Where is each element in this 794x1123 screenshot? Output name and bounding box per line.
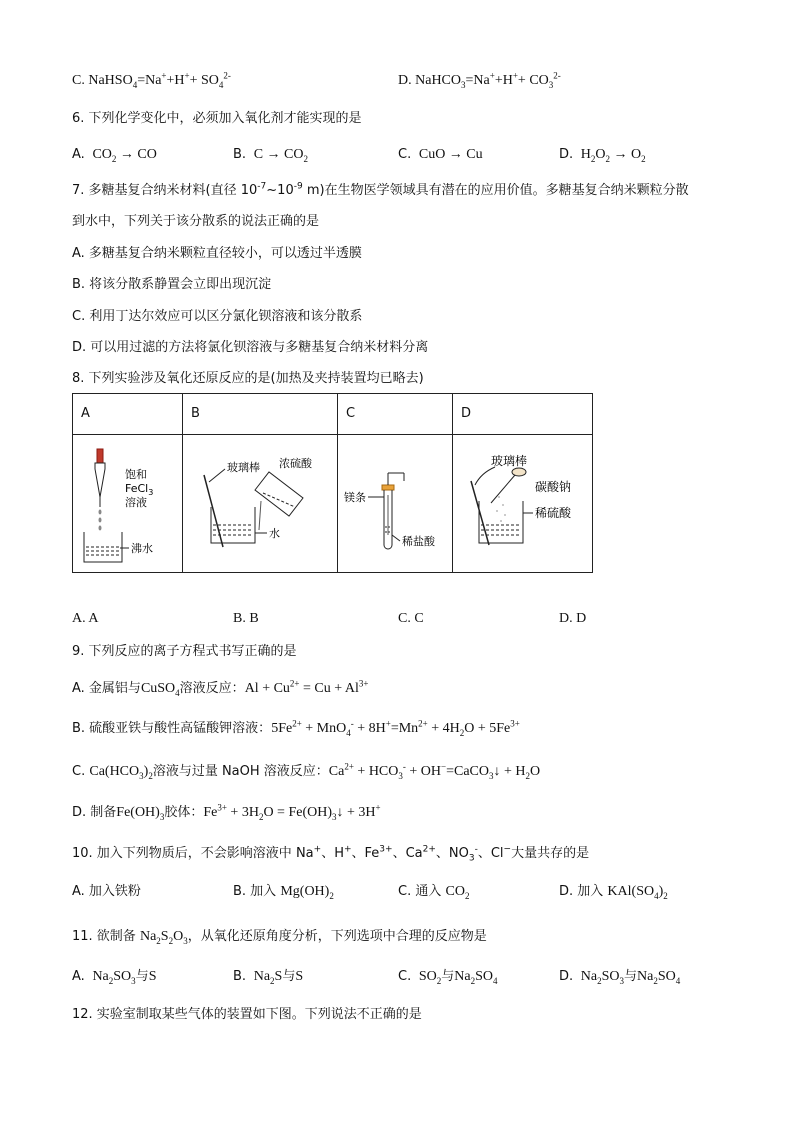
q11-option-d: D. $Na_2SO_3$与$Na_2SO_4$: [559, 969, 681, 986]
question-12-stem: 12. 实验室制取某些气体的装置如下图。下列说法不正确的是: [72, 1007, 422, 1022]
q10-option-b: B. 加入 $Mg(OH)_2$: [233, 884, 334, 901]
question-6-stem: 6. 下列化学变化中，必须加入氧化剂才能实现的是: [72, 111, 362, 126]
header-c: C: [338, 394, 453, 435]
label-glass-rod: 玻璃棒: [491, 454, 528, 468]
label-sodium-carbonate: 碳酸钠: [535, 480, 572, 494]
q10-option-c: C. 通入 $CO_2$: [398, 884, 470, 901]
option-d-nahco3: D. NaHCO$_3$=Na++H++ $CO_3^{2-}$: [398, 70, 561, 90]
label-fecl3: FeCl$_3$: [125, 482, 154, 497]
label-dilute-hcl: 稀盐酸: [402, 535, 435, 548]
q9-option-d: D. 制备$Fe(OH)_3$胶体：$Fe^{3+} + 3H_2O$ = $Fe(OH)_3↓ + 3H^+$: [72, 802, 381, 822]
label-saturated: 饱和: [125, 468, 147, 481]
apparatus-a: [73, 435, 183, 573]
acid-flask-icon: [255, 472, 303, 530]
q9-option-a: A. 金属铝与CuSO$_4$溶液反应：$Al + Cu^{2+} = Cu + Al^{3+}$: [72, 678, 369, 698]
q7-option-d: D. 可以用过滤的方法将氯化钡溶液与多糖基复合纳米材料分离: [72, 340, 429, 355]
q8-answer-a: A. A: [72, 611, 99, 626]
question-7-stem-line1: 7. 多糖基复合纳米材料(直径 $10^{-7}\sim 10^{-9}$ m)在生物医学领域具有潜在的应用价值。多糖基复合纳米颗粒分散: [72, 181, 689, 198]
q6-option-a: A. $CO_2$ → CO: [72, 147, 157, 164]
q10-option-d: D. 加入 $KAl(SO_4)_2$: [559, 884, 668, 901]
q8-answer-d: D. D: [559, 611, 587, 626]
beaker-icon: [84, 532, 129, 562]
q11-option-a: A. $Na_2SO_3$与S: [72, 969, 157, 986]
apparatus-c: [338, 435, 453, 573]
dropper-icon: [95, 449, 105, 507]
q6-option-c: C. CuO → Cu: [398, 147, 483, 162]
q6-option-b: B. $C \to CO_2$: [233, 147, 308, 164]
question-11-stem: 11. 欲制备 $Na_2S_2O_3$，从氧化还原角度分析，下列选项中合理的反应物是: [72, 929, 487, 946]
q7-option-a: A. 多糖基复合纳米颗粒直径较小，可以透过半透膜: [72, 246, 362, 261]
q8-answer-c: C. C: [398, 611, 424, 626]
q9-option-b: B. 硫酸亚铁与酸性高锰酸钾溶液：$5Fe^{2+} + MnO_4^- + 8H^+=Mn^{2+} + 4H_2O + 5Fe^{3+}$: [72, 718, 520, 738]
q9-option-c: C. $Ca(HCO_3)_2$溶液与过量 NaOH 溶液反应：$Ca^{2+} + HCO_3^-$ + OH−=CaCO$_3$↓ + $H_2O$: [72, 761, 541, 781]
question-8-stem: 8. 下列实验涉及氧化还原反应的是(加热及夹持装置均已略去): [72, 371, 424, 386]
label-solution: 溶液: [125, 496, 147, 509]
q8-answer-b: B. B: [233, 611, 259, 626]
question-9-stem: 9. 下列反应的离子方程式书写正确的是: [72, 644, 297, 659]
question-7-stem-line2: 到水中，下列关于该分散系的说法正确的是: [72, 214, 320, 229]
apparatus-d: [453, 435, 593, 573]
glass-rod-icon: [204, 475, 223, 547]
apparatus-b: [183, 435, 338, 573]
question-10-stem: 10. 加入下列物质后，不会影响溶液中 Na+、H+、$Fe^{3+}$、$Ca^{2+}$、$NO_3^-$、Cl−大量共存的是: [72, 844, 590, 864]
experiment-table: [72, 393, 593, 573]
label-water: 水: [269, 527, 280, 540]
q11-option-c: C. $SO_2$与$Na_2SO_4$: [398, 969, 498, 986]
label-dilute-sulfuric-acid: 稀硫酸: [535, 506, 572, 520]
q7-option-c: C. 利用丁达尔效应可以区分氯化钡溶液和该分散系: [72, 309, 363, 324]
test-tube-icon: [382, 473, 404, 549]
q7-option-b: B. 将该分散系静置会立即出现沉淀: [72, 277, 272, 292]
spatula-icon: [491, 468, 526, 503]
label-boiling-water: 沸水: [131, 542, 153, 555]
q6-option-d: D. $H_2O_2 \to O_2$: [559, 147, 646, 164]
option-c-nahso4: C. NaHSO$_4$=Na++H++ $SO_4^{2-}$: [72, 70, 231, 90]
header-a: A: [73, 394, 183, 435]
label-conc-sulfuric-acid: 浓硫酸: [279, 457, 312, 470]
header-b: B: [183, 394, 338, 435]
q10-option-a: A. 加入铁粉: [72, 884, 141, 899]
q11-option-b: B. $Na_2S$与S: [233, 969, 304, 986]
label-mg-strip: 镁条: [344, 491, 366, 504]
glass-rod-icon: [471, 481, 489, 545]
label-glass-rod: 玻璃棒: [227, 461, 260, 474]
header-d: D: [453, 394, 593, 435]
